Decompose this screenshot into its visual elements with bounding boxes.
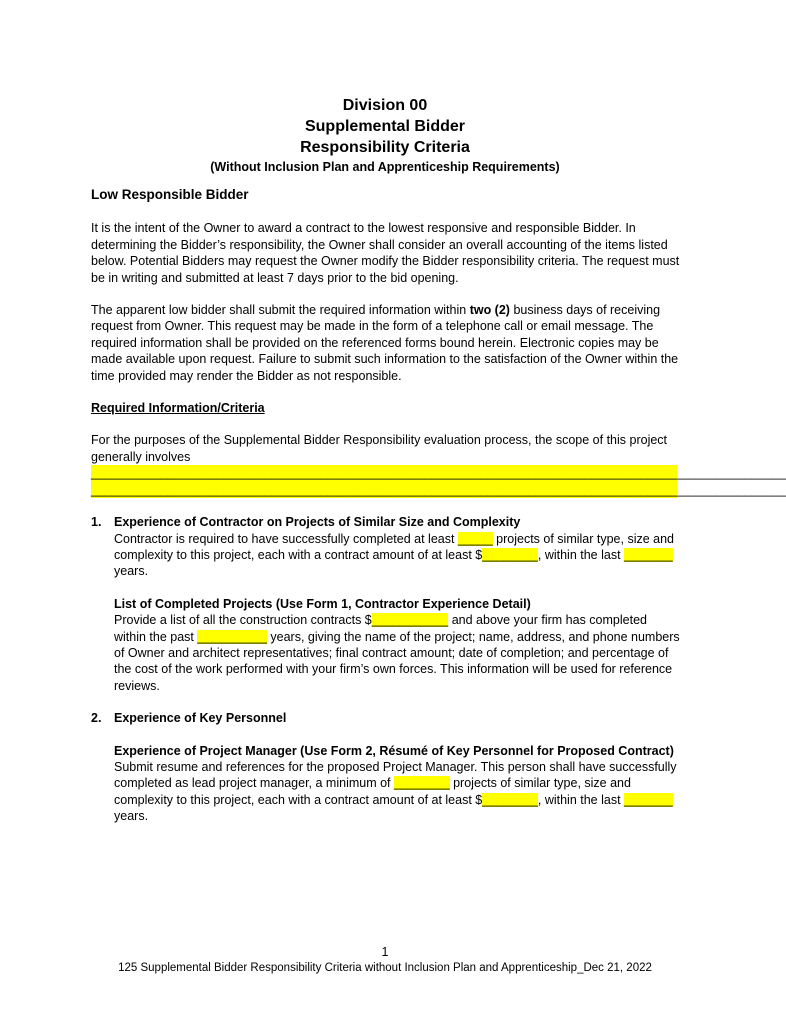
item-2-sub-a: Submit resume and references for the proposed Project Manager. This person shall have successfully completed as lead project manager, a minimum of xyxy=(114,759,677,791)
title-supplemental: Supplemental Bidder xyxy=(304,118,466,135)
heading-low-responsible-bidder: Low Responsible Bidder xyxy=(91,187,249,202)
paragraph-intent: It is the intent of the Owner to award a contract to the lowest responsive and responsible Bidder. In determining the Bidder’s responsibility, the Owner shall consider an overall accounting of the items listed below. Potential Bidders may request the Owner modify the Bidder responsibility criteria. The request must be in writing and submitted at least 7 days prior to the bid opening. xyxy=(91,221,680,285)
paragraph-submission xyxy=(91,302,681,384)
criteria-item-1 xyxy=(91,514,681,694)
title-criteria: Responsibility Criteria xyxy=(300,139,470,156)
blank-past-years[interactable]: __________ xyxy=(197,629,267,644)
item-1-number: 1. xyxy=(91,515,102,530)
blank-pm-projects[interactable]: ________ xyxy=(394,776,450,791)
item-2-title: Experience of Key Personnel xyxy=(114,711,287,726)
blank-pm-contract-amount[interactable]: ________ xyxy=(482,792,538,807)
scope-block xyxy=(91,432,786,498)
blank-projects-count[interactable]: _____ xyxy=(457,531,493,546)
para2-text-b: business days of receiving request from Owner. This request may be made in the form of a telephone call or email message. The required information shall be provided on the referenced forms bound herein. Electronic copies may be made available upon request. Failure to submit such information to the satisfaction of the Owner within the time provided may render the Bidder as not responsible. xyxy=(91,303,679,383)
criteria-item-2 xyxy=(91,710,681,824)
item-1-sub-a: Provide a list of all the construction contracts $ xyxy=(114,613,372,628)
para2-text-a: The apparent low bidder shall submit the required information within xyxy=(91,303,470,318)
page-number: 1 xyxy=(381,945,389,959)
item-2-sub-c: , within the last xyxy=(537,792,625,807)
title-block xyxy=(0,95,770,176)
scope-blank-line-1[interactable]: ____________________________________________________________________________________________________ xyxy=(91,466,786,481)
item-1-subtitle: List of Completed Projects (Use Form 1, Contractor Experience Detail) xyxy=(114,596,531,611)
item-1-text-b: projects of similar type, size and complexity to this project, each with a contract amount of at least $ xyxy=(114,531,675,562)
item-1-subtext xyxy=(114,612,681,694)
item-1-text xyxy=(114,531,681,580)
scope-blank-line-2[interactable]: ____________________________________________________________________________________________________ xyxy=(91,482,786,497)
item-1-text-a: Contractor is required to have successfully completed at least xyxy=(114,531,458,546)
blank-years[interactable]: _______ xyxy=(624,547,673,562)
heading-required-information: Required Information/Criteria xyxy=(91,401,265,416)
item-2-sub-b: projects of similar type, size and complexity to this project, each with a contract amount of at least $ xyxy=(114,776,631,807)
item-1-text-c: , within the last xyxy=(537,547,625,562)
item-2-subtitle: Experience of Project Manager (Use Form 2, Résumé of Key Personnel for Proposed Contract) xyxy=(114,743,674,758)
title-division: Division 00 xyxy=(342,97,428,114)
para2-bold: two (2) xyxy=(469,303,510,318)
item-2-subtext xyxy=(114,759,681,825)
item-1-title: Experience of Contractor on Projects of Similar Size and Complexity xyxy=(114,515,521,530)
blank-pm-years[interactable]: _______ xyxy=(624,792,673,807)
scope-intro: For the purposes of the Supplemental Bidder Responsibility evaluation process, the scope of this project generally involves xyxy=(91,433,668,464)
blank-contract-amount[interactable]: ________ xyxy=(482,547,538,562)
item-2-number: 2. xyxy=(91,711,102,726)
item-1-sub-c: years, giving the name of the project; name, address, and phone numbers of Owner and architect representatives; final contract amount; date of completion; and percentage of the cost of the work performed with your firm’s own forces. This information will be used for reference reviews. xyxy=(114,629,680,693)
title-subtitle: (Without Inclusion Plan and Apprenticeship Requirements) xyxy=(210,160,560,174)
footer-text: 125 Supplemental Bidder Responsibility Criteria without Inclusion Plan and Apprenticeship_Dec 21, 2022 xyxy=(118,962,652,974)
item-1-sub-b: and above your firm has completed within the past xyxy=(114,613,647,644)
item-1-text-d: years. xyxy=(114,564,149,579)
document-body xyxy=(91,187,786,841)
item-2-sub-d: years. xyxy=(114,809,149,824)
blank-contracts-amount[interactable]: ___________ xyxy=(371,613,449,628)
